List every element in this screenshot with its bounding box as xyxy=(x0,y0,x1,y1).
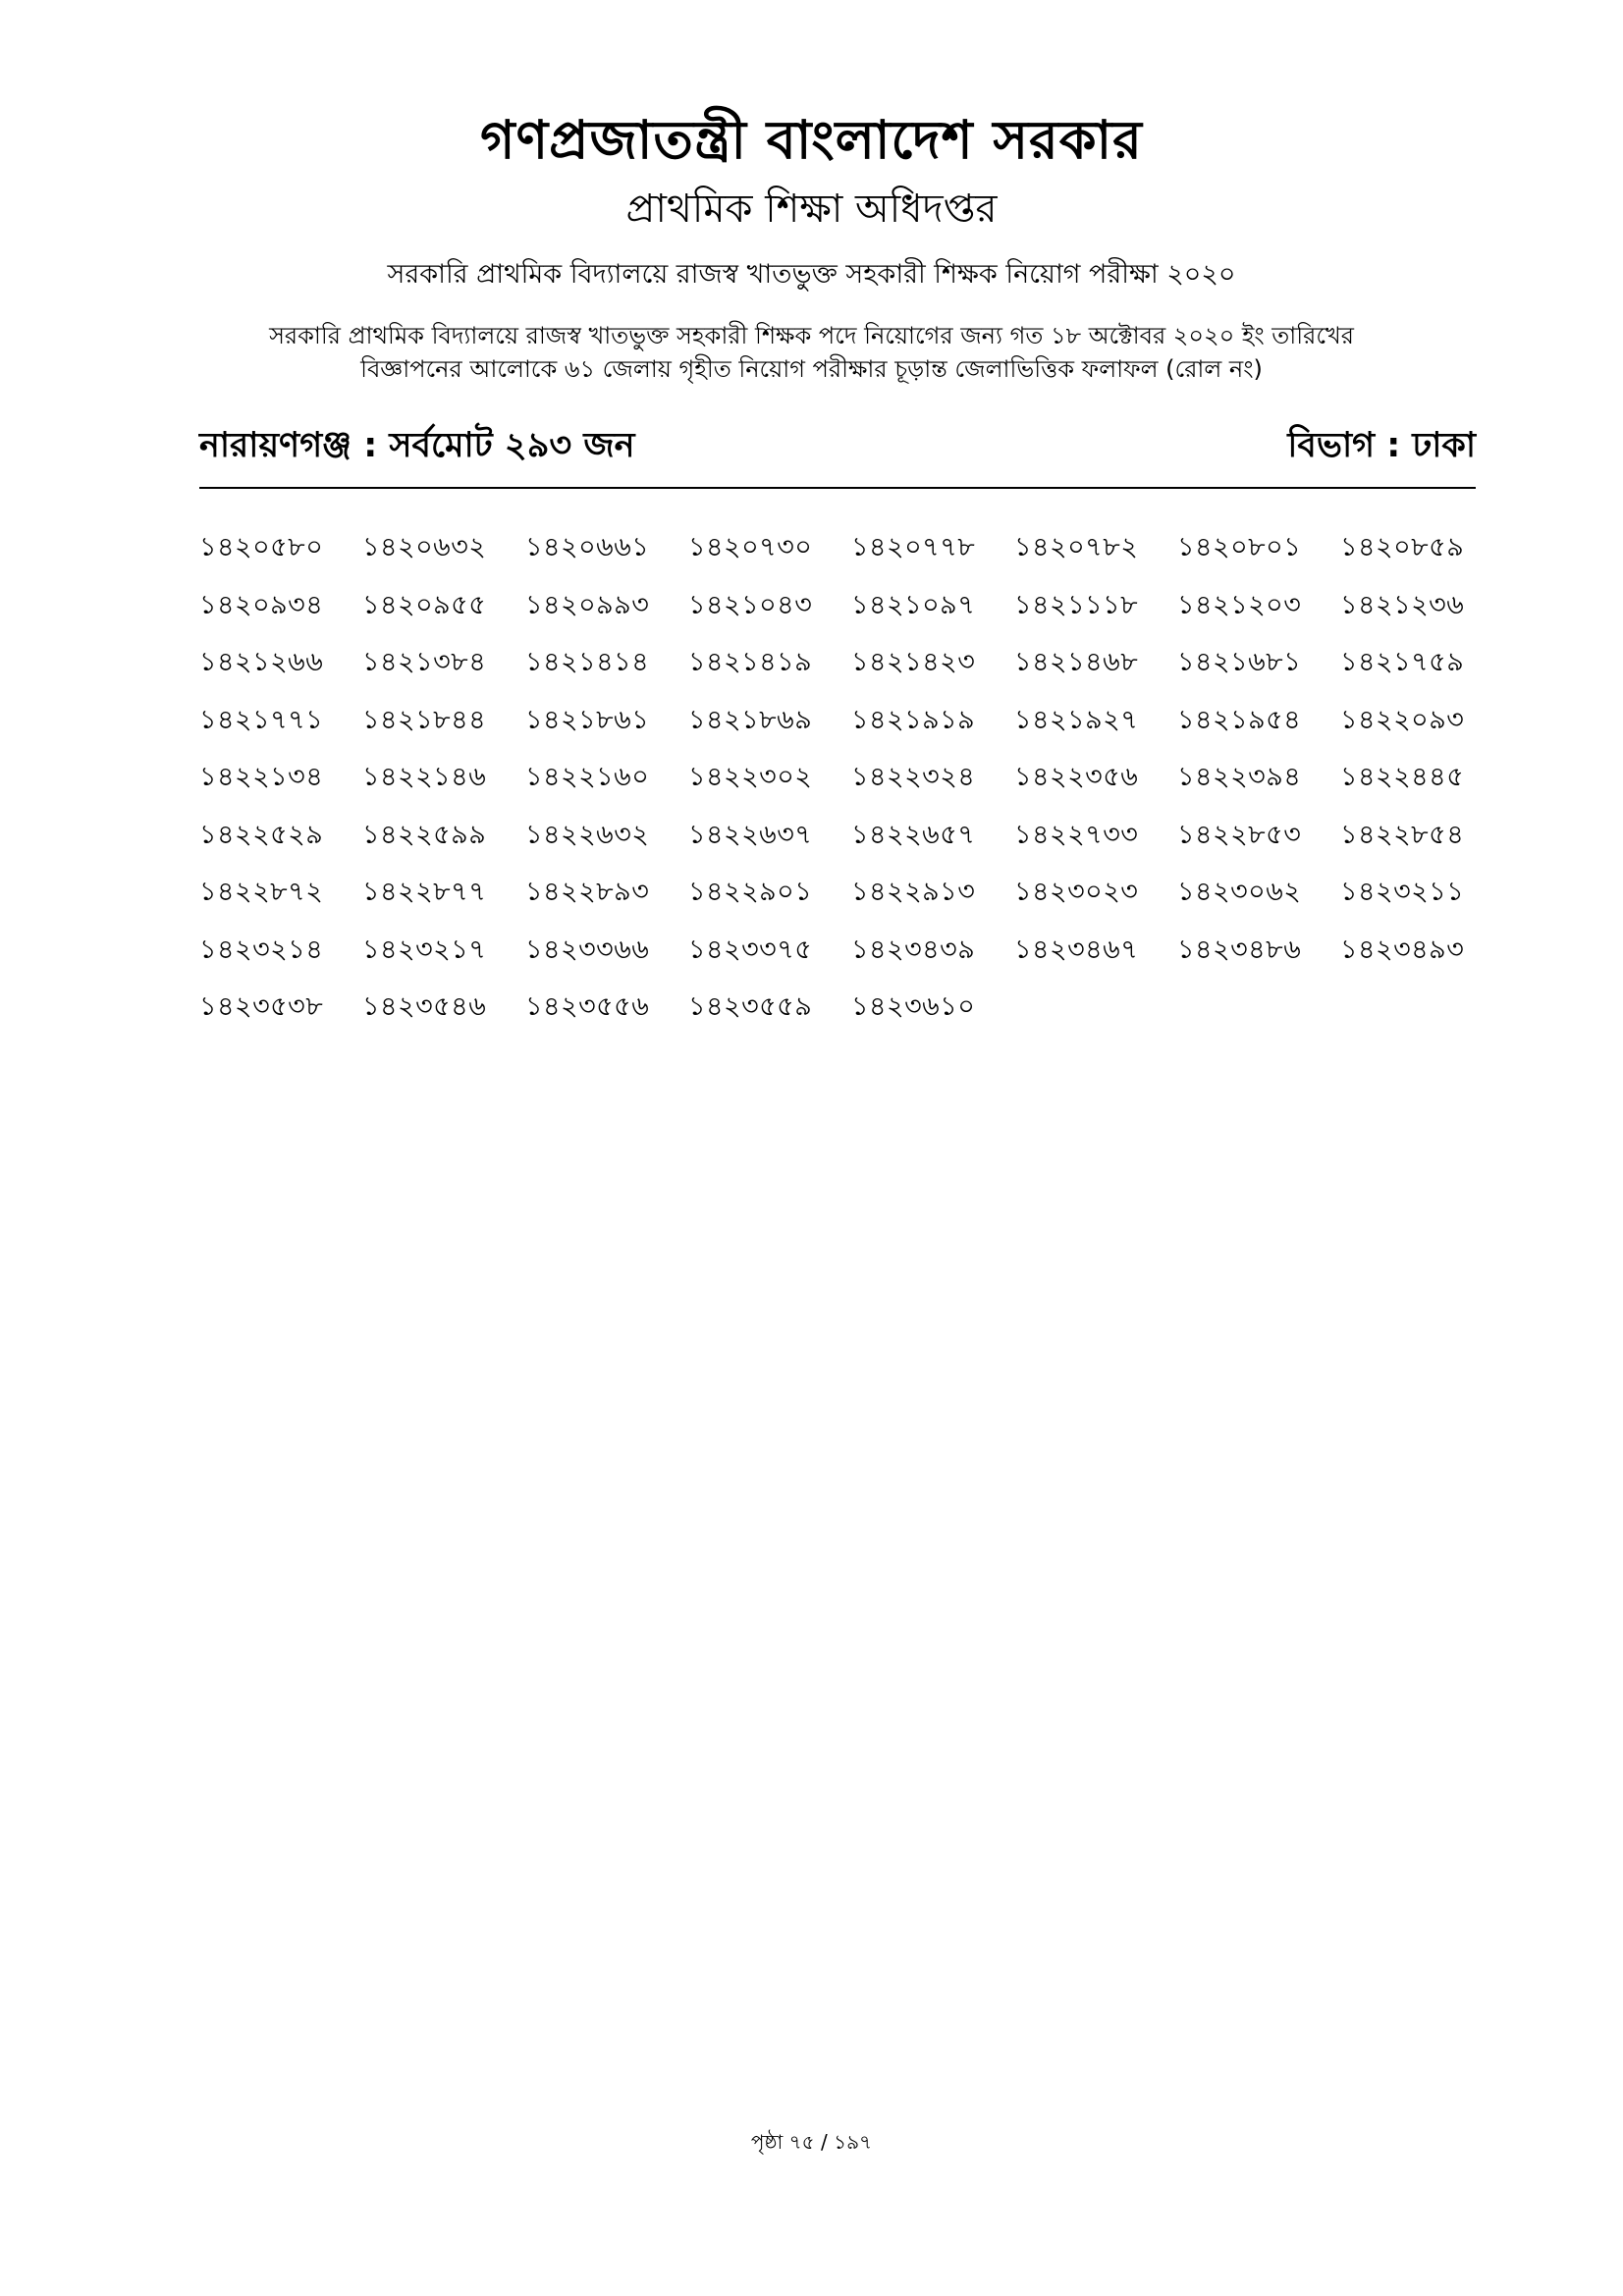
roll-number: ১৪২২৪৪৫ xyxy=(1340,762,1465,792)
district-header xyxy=(199,420,1476,471)
roll-number: ১৪২৩৫৫৯ xyxy=(688,991,813,1022)
roll-number: ১৪২২১৩৪ xyxy=(199,762,324,792)
roll-number: ১৪২০৮০১ xyxy=(1177,532,1302,562)
roll-number: ১৪২০৭৩০ xyxy=(688,532,813,562)
roll-number: ১৪২২৯১৩ xyxy=(851,877,976,907)
roll-number: ১৪২২৩০২ xyxy=(688,762,813,792)
roll-number: ১৪২৩৫৪৬ xyxy=(362,991,487,1022)
roll-number: ১৪২১৪৬৮ xyxy=(1014,647,1139,677)
department-title: প্রাথমিক শিক্ষা অধিদপ্তর xyxy=(625,187,998,232)
roll-number: ১৪২১৮৬৯ xyxy=(688,704,813,735)
roll-number: ১৪২১৯৫৪ xyxy=(1177,704,1302,735)
roll-number: ১৪২১০৪৩ xyxy=(688,589,813,620)
roll-number: ১৪২১৮৪৪ xyxy=(362,704,487,735)
roll-number: ১৪২৩৪৯৩ xyxy=(1340,934,1465,965)
roll-number: ১৪২৩৫৫৬ xyxy=(525,991,650,1022)
roll-number: ১৪২১৪১৪ xyxy=(525,647,650,677)
result-description xyxy=(0,319,1623,386)
roll-number: ১৪২০৯৩৪ xyxy=(199,589,324,620)
roll-number: ১৪২৩৩৭৫ xyxy=(688,934,813,965)
roll-number: ১৪২২১৬০ xyxy=(525,762,650,792)
roll-number: ১৪২২৫৯৯ xyxy=(362,819,487,850)
roll-number: ১৪২১৯২৭ xyxy=(1014,704,1139,735)
division-label: বিভাগ : ঢাকা xyxy=(1287,426,1476,465)
exam-title: সরকারি প্রাথমিক বিদ্যালয়ে রাজস্ব খাতভুক্ত সহকারী শিক্ষক নিয়োগ পরীক্ষা ২০২০ xyxy=(387,259,1236,290)
roll-number: ১৪২২৮৭৭ xyxy=(362,877,487,907)
roll-number: ১৪২২৩৫৬ xyxy=(1014,762,1139,792)
roll-number: ১৪২৩২১৭ xyxy=(362,934,487,965)
roll-number: ১৪২২৮৫৪ xyxy=(1340,819,1465,850)
roll-number: ১৪২১১১৮ xyxy=(1014,589,1139,620)
roll-number: ১৪২১৪১৯ xyxy=(688,647,813,677)
roll-number: ১৪২১৮৬১ xyxy=(525,704,650,735)
roll-number: ১৪২০৭৮২ xyxy=(1014,532,1139,562)
roll-number: ১৪২২৬৩৭ xyxy=(688,819,813,850)
roll-number: ১৪২১২০৩ xyxy=(1177,589,1302,620)
roll-number: ১৪২০৯৫৫ xyxy=(362,589,487,620)
roll-number: ১৪২২৭৩৩ xyxy=(1014,819,1139,850)
roll-number: ১৪২২৩৯৪ xyxy=(1177,762,1302,792)
roll-number: ১৪২০৬৬১ xyxy=(525,532,650,562)
roll-number: ১৪২০৮৫৯ xyxy=(1340,532,1465,562)
roll-number: ১৪২১২৩৬ xyxy=(1340,589,1465,620)
roll-number: ১৪২৩৪৮৬ xyxy=(1177,934,1302,965)
roll-number: ১৪২১২৬৬ xyxy=(199,647,324,677)
roll-number: ১৪২২৯০১ xyxy=(688,877,813,907)
government-title: গণপ্রজাতন্ত্রী বাংলাদেশ সরকার xyxy=(480,109,1143,171)
roll-number: ১৪২২০৯৩ xyxy=(1340,704,1465,735)
roll-number: ১৪২১৭৭১ xyxy=(199,704,324,735)
roll-number: ১৪২১৩৮৪ xyxy=(362,647,487,677)
roll-number: ১৪২১০৯৭ xyxy=(851,589,976,620)
roll-number: ১৪২১৪২৩ xyxy=(851,647,976,677)
roll-number: ১৪২৩৪৬৭ xyxy=(1014,934,1139,965)
roll-number: ১৪২৩০৬২ xyxy=(1177,877,1302,907)
description-line-2: বিজ্ঞাপনের আলোকে ৬১ জেলায় গৃহীত নিয়োগ পরীক্ষার চূড়ান্ত জেলাভিত্তিক ফলাফল (রোল নং) xyxy=(360,355,1263,383)
page-number: পৃষ্ঠা ৭৫ / ১৯৭ xyxy=(750,2130,873,2154)
roll-number: ১৪২২৮৭২ xyxy=(199,877,324,907)
roll-number: ১৪২১৯১৯ xyxy=(851,704,976,735)
roll-number: ১৪২৩৩৬৬ xyxy=(525,934,650,965)
roll-number: ১৪২৩৬১০ xyxy=(851,991,976,1022)
roll-number: ১৪২৩৪৩৯ xyxy=(851,934,976,965)
roll-number: ১৪২৩৫৩৮ xyxy=(199,991,324,1022)
roll-number: ১৪২২৮৫৩ xyxy=(1177,819,1302,850)
roll-number-grid xyxy=(199,528,1495,1045)
roll-number: ১৪২০৯৯৩ xyxy=(525,589,650,620)
roll-number: ১৪২২৫২৯ xyxy=(199,819,324,850)
roll-number: ১৪২২৬৫৭ xyxy=(851,819,976,850)
roll-number: ১৪২৩২১১ xyxy=(1340,877,1465,907)
roll-number: ১৪২১৬৮১ xyxy=(1177,647,1302,677)
roll-number: ১৪২৩২১৪ xyxy=(199,934,324,965)
roll-number: ১৪২২৮৯৩ xyxy=(525,877,650,907)
roll-number: ১৪২৩০২৩ xyxy=(1014,877,1139,907)
description-line-1: সরকারি প্রাথমিক বিদ্যালয়ে রাজস্ব খাতভুক্ত সহকারী শিক্ষক পদে নিয়োগের জন্য গত ১৮ অক্টোবর ২০২০ ইং তারিখের xyxy=(269,322,1354,349)
roll-number: ১৪২০৭৭৮ xyxy=(851,532,976,562)
district-total: নারায়ণগঞ্জ : সর্বমোট ২৯৩ জন xyxy=(199,426,635,465)
roll-number: ১৪২০৫৮০ xyxy=(199,532,324,562)
roll-number: ১৪২২৬৩২ xyxy=(525,819,650,850)
roll-number: ১৪২২১৪৬ xyxy=(362,762,487,792)
header-divider xyxy=(199,487,1476,489)
roll-number: ১৪২০৬৩২ xyxy=(362,532,487,562)
roll-number: ১৪২২৩২৪ xyxy=(851,762,976,792)
roll-number: ১৪২১৭৫৯ xyxy=(1340,647,1465,677)
